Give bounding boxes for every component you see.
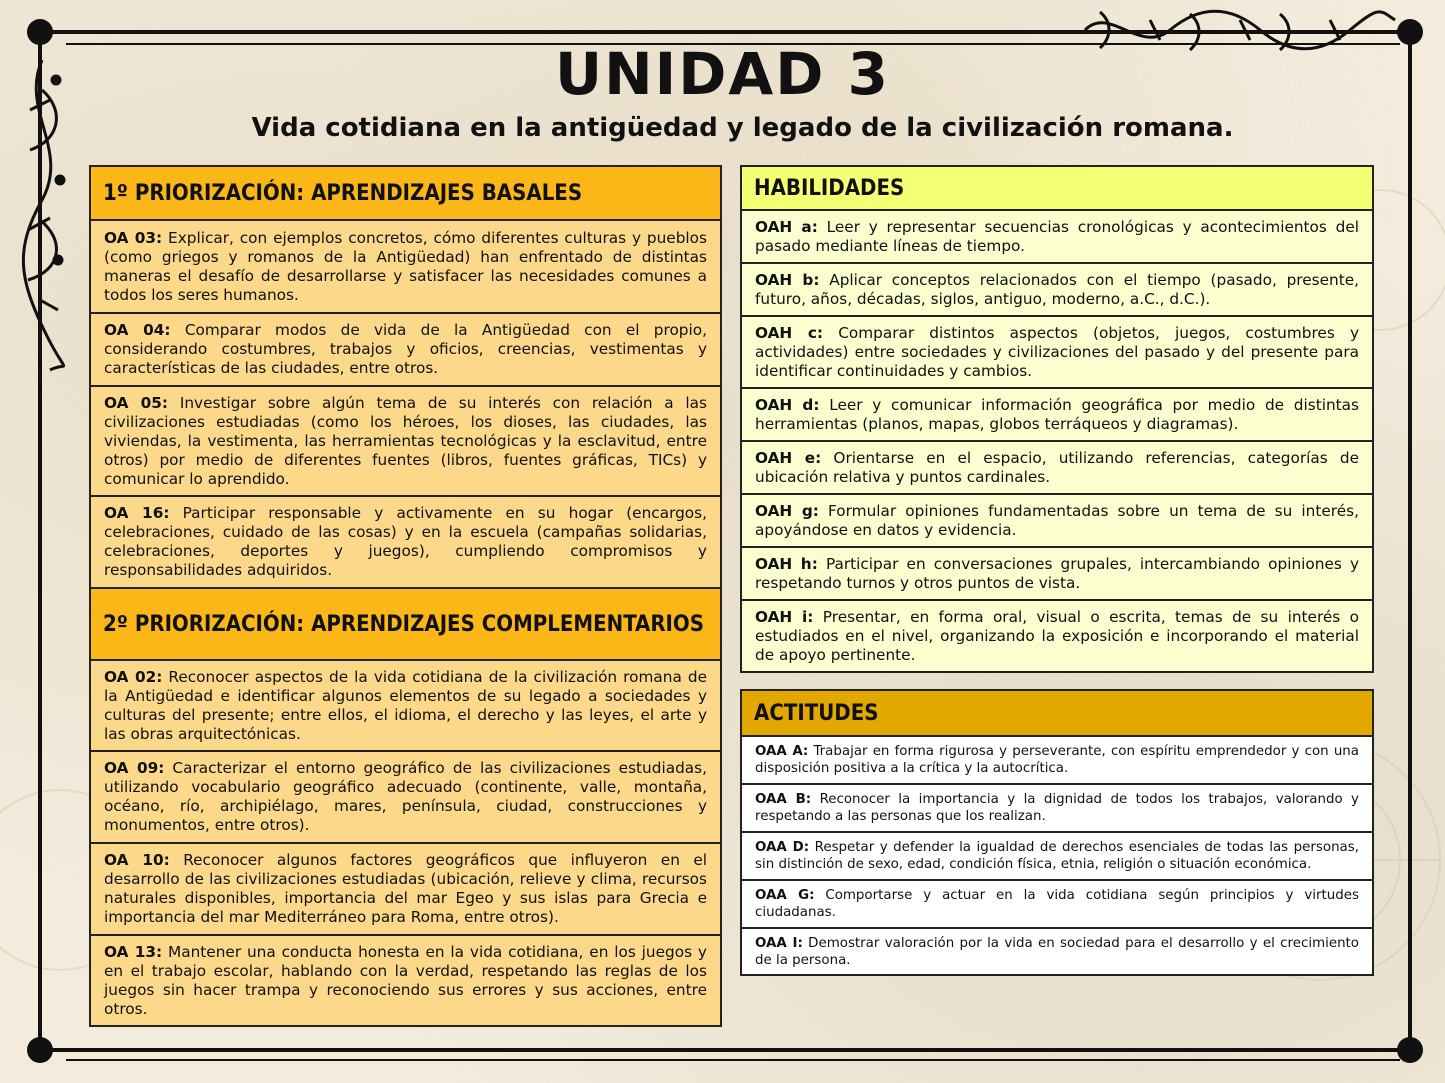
attitudes-panel bbox=[740, 689, 1374, 976]
item-text: Demostrar valoración por la vida en sociedad para el desarrollo y el crecimiento de la persona. bbox=[755, 935, 1360, 968]
item-text: Leer y representar secuencias cronológicas y acontecimientos del pasado mediante líneas de tiempo. bbox=[755, 217, 1359, 255]
complementary-heading: 2º PRIORIZACIÓN: APRENDIZAJES COMPLEMENTARIOS bbox=[91, 589, 720, 661]
item-code: OA 03: bbox=[104, 228, 163, 247]
list-item bbox=[742, 317, 1372, 389]
list-item bbox=[742, 548, 1372, 601]
item-code: OAA A: bbox=[755, 744, 809, 759]
item-text: Reconocer algunos factores geográficos que influyeron en el desarrollo de las civilizaciones estudiadas (ubicación, relieve y clima, recursos naturales disponibles, importancia del mar Egeo y sus islas para Grecia e importancia del mar Mediterráneo para Roma, entre otros). bbox=[104, 851, 707, 926]
list-item bbox=[742, 442, 1372, 495]
item-code: OAA D: bbox=[755, 840, 810, 855]
item-text: Comparar modos de vida de la Antigüedad con el propio, considerando costumbres, trabajos y oficios, creencias, vestimentas y características de las ciudades, entre otros. bbox=[104, 321, 707, 377]
item-text: Participar en conversaciones grupales, intercambiando opiniones y respetando turnos y otros puntos de vista. bbox=[755, 554, 1359, 592]
item-code: OAH a: bbox=[755, 217, 818, 236]
item-code: OAH c: bbox=[755, 323, 824, 342]
item-code: OAA G: bbox=[755, 888, 815, 903]
list-item bbox=[91, 844, 720, 936]
item-code: OA 05: bbox=[104, 393, 169, 412]
item-code: OAA B: bbox=[755, 792, 812, 807]
list-item bbox=[742, 881, 1372, 929]
item-text: Trabajar en forma rigurosa y perseverante, con espíritu emprendedor y con una disposición positiva a la crítica y la autocrítica. bbox=[755, 744, 1359, 776]
item-text: Comparar distintos aspectos (objetos, juegos, costumbres y actividades) entre sociedades y civilizaciones del pasado y del presente para identificar continuidades y cambios. bbox=[755, 323, 1359, 380]
item-code: OA 16: bbox=[104, 504, 170, 522]
list-item bbox=[91, 661, 720, 752]
item-text: Leer y comunicar información geográfica por medio de distintas herramientas (planos, mapas, globos terráqueos y diagramas). bbox=[755, 395, 1359, 433]
item-code: OA 04: bbox=[104, 321, 171, 339]
list-item bbox=[742, 264, 1372, 317]
item-code: OAH g: bbox=[755, 501, 819, 520]
item-code: OAH i: bbox=[755, 607, 814, 626]
attitudes-heading: ACTITUDES bbox=[742, 691, 1372, 737]
page-title: UNIDAD 3 bbox=[555, 40, 890, 108]
priority-panel bbox=[89, 165, 722, 1027]
item-code: OAH d: bbox=[755, 395, 820, 414]
item-text: Caracterizar el entorno geográfico de las civilizaciones estudiadas, utilizando vocabulario geográfico adecuado (continente, valle, montaña, océano, río, archipiélago, mares, península, ciudad, construcciones y monumentos, entre otros). bbox=[104, 759, 707, 834]
item-text: Participar responsable y activamente en su hogar (encargos, celebraciones, cuidado de las cosas) y en la escuela (campañas solidarias, celebraciones, deportes y juegos), cumpliendo compromisos y responsabilidades adquiridos. bbox=[104, 504, 707, 579]
list-item bbox=[742, 737, 1372, 785]
item-text: Presentar, en forma oral, visual o escrita, temas de su interés o estudiados en el nivel, organizando la exposición e incorporando el material de apoyo pertinente. bbox=[755, 607, 1359, 664]
item-code: OAH e: bbox=[755, 448, 822, 467]
list-item bbox=[742, 929, 1372, 974]
item-text: Mantener una conducta honesta en la vida cotidiana, en los juegos y en el trabajo escolar, hablando con la verdad, respetando las reglas de los juegos sin hacer trampa y reconociendo sus errores y sus acciones, entre otros. bbox=[104, 942, 707, 1018]
list-item bbox=[91, 752, 720, 844]
item-text: Explicar, con ejemplos concretos, cómo diferentes culturas y pueblos (como griegos y romanos de la Antigüedad) han enfrentado de distintas maneras el desafío de desarrollarse y satisfacer las necesidades comunes a todos los seres humanos. bbox=[104, 228, 707, 304]
list-item bbox=[91, 314, 720, 387]
item-code: OA 02: bbox=[104, 667, 163, 686]
item-text: Reconocer la importancia y la dignidad de todos los trabajos, valorando y respetando a las personas que los realizan. bbox=[755, 792, 1359, 824]
item-text: Formular opiniones fundamentadas sobre un tema de su interés, apoyándose en datos y evidencia. bbox=[755, 501, 1359, 539]
item-code: OAH h: bbox=[755, 554, 818, 573]
item-text: Comportarse y actuar en la vida cotidiana según principios y virtudes ciudadanas. bbox=[755, 888, 1359, 920]
list-item bbox=[91, 221, 720, 314]
item-code: OA 09: bbox=[104, 759, 165, 777]
list-item bbox=[91, 387, 720, 497]
item-code: OA 13: bbox=[104, 942, 163, 961]
page-subtitle: Vida cotidiana en la antigüedad y legado de la civilización romana. bbox=[251, 113, 1234, 143]
corner-dot-bottom-right bbox=[1397, 1037, 1423, 1063]
list-item bbox=[742, 211, 1372, 264]
list-item bbox=[742, 389, 1372, 442]
list-item bbox=[742, 601, 1372, 671]
list-item bbox=[742, 495, 1372, 548]
item-code: OAH b: bbox=[755, 270, 820, 289]
item-code: OAA I: bbox=[755, 935, 803, 951]
skills-panel bbox=[740, 165, 1374, 673]
skills-heading: HABILIDADES bbox=[742, 167, 1372, 211]
item-text: Respetar y defender la igualdad de derechos esenciales de todas las personas, sin distinción de sexo, edad, condición física, etnia, religión o situación económica. bbox=[755, 840, 1359, 872]
list-item bbox=[91, 497, 720, 589]
item-code: OA 10: bbox=[104, 851, 170, 869]
basal-heading: 1º PRIORIZACIÓN: APRENDIZAJES BASALES bbox=[91, 167, 720, 221]
list-item bbox=[742, 785, 1372, 833]
list-item bbox=[91, 936, 720, 1025]
corner-dot-bottom-left bbox=[27, 1037, 53, 1063]
item-text: Orientarse en el espacio, utilizando referencias, categorías de ubicación relativa y puntos cardinales. bbox=[755, 448, 1359, 486]
item-text: Investigar sobre algún tema de su interés con relación a las civilizaciones estudiadas (como los héroes, los dioses, las ciudades, las viviendas, la vestimenta, las herramientas tecnológicas y la esclavitud, entre otros) por medio de diferentes fuentes (libros, fuentes gráficas, TICs) y comunicar lo aprendido. bbox=[104, 393, 707, 488]
item-text: Reconocer aspectos de la vida cotidiana de la civilización romana de la Antigüedad e identificar algunos elementos de su legado a sociedades y culturas del presente; entre ellos, el idioma, el derecho y las leyes, el arte y las obras arquitectónicas. bbox=[104, 667, 707, 743]
list-item bbox=[742, 833, 1372, 881]
item-text: Aplicar conceptos relacionados con el tiempo (pasado, presente, futuro, años, décadas, siglos, antiguo, moderno, a.C., d.C.). bbox=[755, 270, 1359, 308]
